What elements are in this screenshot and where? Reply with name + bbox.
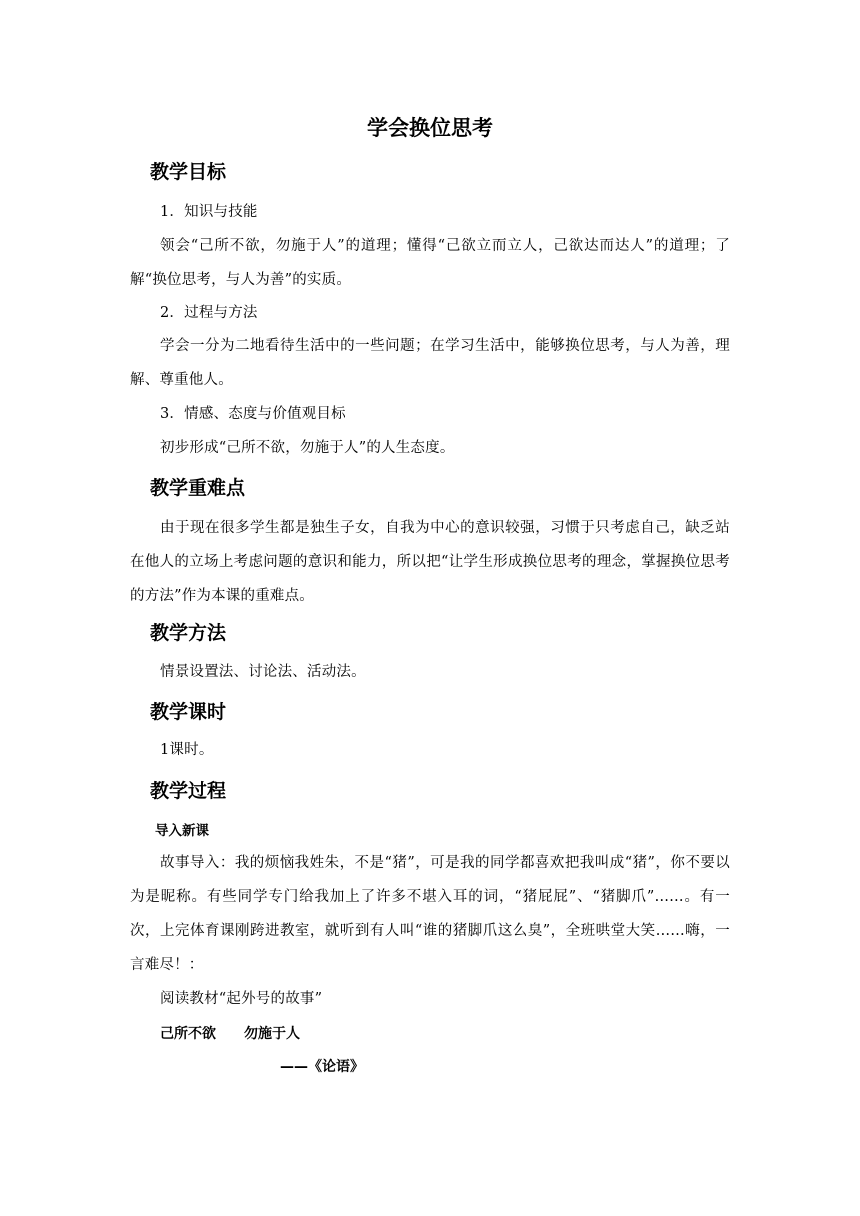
subheading-intro: 导入新课 [155, 823, 209, 839]
methods-paragraph: 情景设置法、讨论法、活动法。 [160, 664, 366, 680]
document-page [130, 0, 730, 1216]
intro-story-paragraph: 故事导入：我的烦恼我姓朱，不是“猪”，可是我的同学都喜欢把我叫成“猪”，你不要以为是昵称。有些同学专门给我加上了许多不堪入耳的词，“猪屁屁”、“猪脚爪”……。有一次，上完体育课刚跨进教室，就听到有人叫“谁的猪脚爪这么臭”，全班哄堂大笑……嗨，一言难尽！： [130, 855, 730, 973]
document-title: 学会换位思考 [367, 115, 493, 140]
analects-quote [160, 1024, 300, 1044]
reading-instruction: 阅读教材“起外号的故事” [160, 991, 323, 1007]
quote-part-1: 己所不欲 [160, 1026, 216, 1042]
key-points-paragraph: 由于现在很多学生都是独生子女，自我为中心的意识较强，习惯于只考虑自己，缺乏站在他人的立场上考虑问题的意识和能力，所以把“让学生形成换位思考的理念，掌握换位思考的方法”作为本课的重难点。 [130, 520, 730, 604]
objective-item-knowledge: 1．知识与技能 [160, 204, 258, 220]
hours-paragraph: 1课时。 [160, 742, 214, 758]
objective-item-attitude: 3．情感、态度与价值观目标 [160, 406, 346, 422]
objective-paragraph-attitude: 初步形成“己所不欲，勿施于人”的人生态度。 [160, 440, 455, 456]
heading-methods: 教学方法 [150, 622, 227, 644]
heading-hours: 教学课时 [150, 701, 227, 723]
heading-objectives: 教学目标 [150, 161, 227, 183]
objective-item-process: 2．过程与方法 [160, 305, 258, 321]
quote-source: ——《论语》 [280, 1059, 364, 1075]
heading-process: 教学过程 [150, 780, 227, 802]
objective-paragraph-knowledge: 领会“己所不欲，勿施于人”的道理；懂得“己欲立而立人，己欲达而达人”的道理；了解“换位思考，与人为善”的实质。 [130, 238, 730, 288]
objective-paragraph-process: 学会一分为二地看待生活中的一些问题；在学习生活中，能够换位思考，与人为善，理解、尊重他人。 [130, 338, 730, 388]
heading-key-points: 教学重难点 [150, 477, 246, 499]
quote-part-2: 勿施于人 [244, 1026, 300, 1042]
